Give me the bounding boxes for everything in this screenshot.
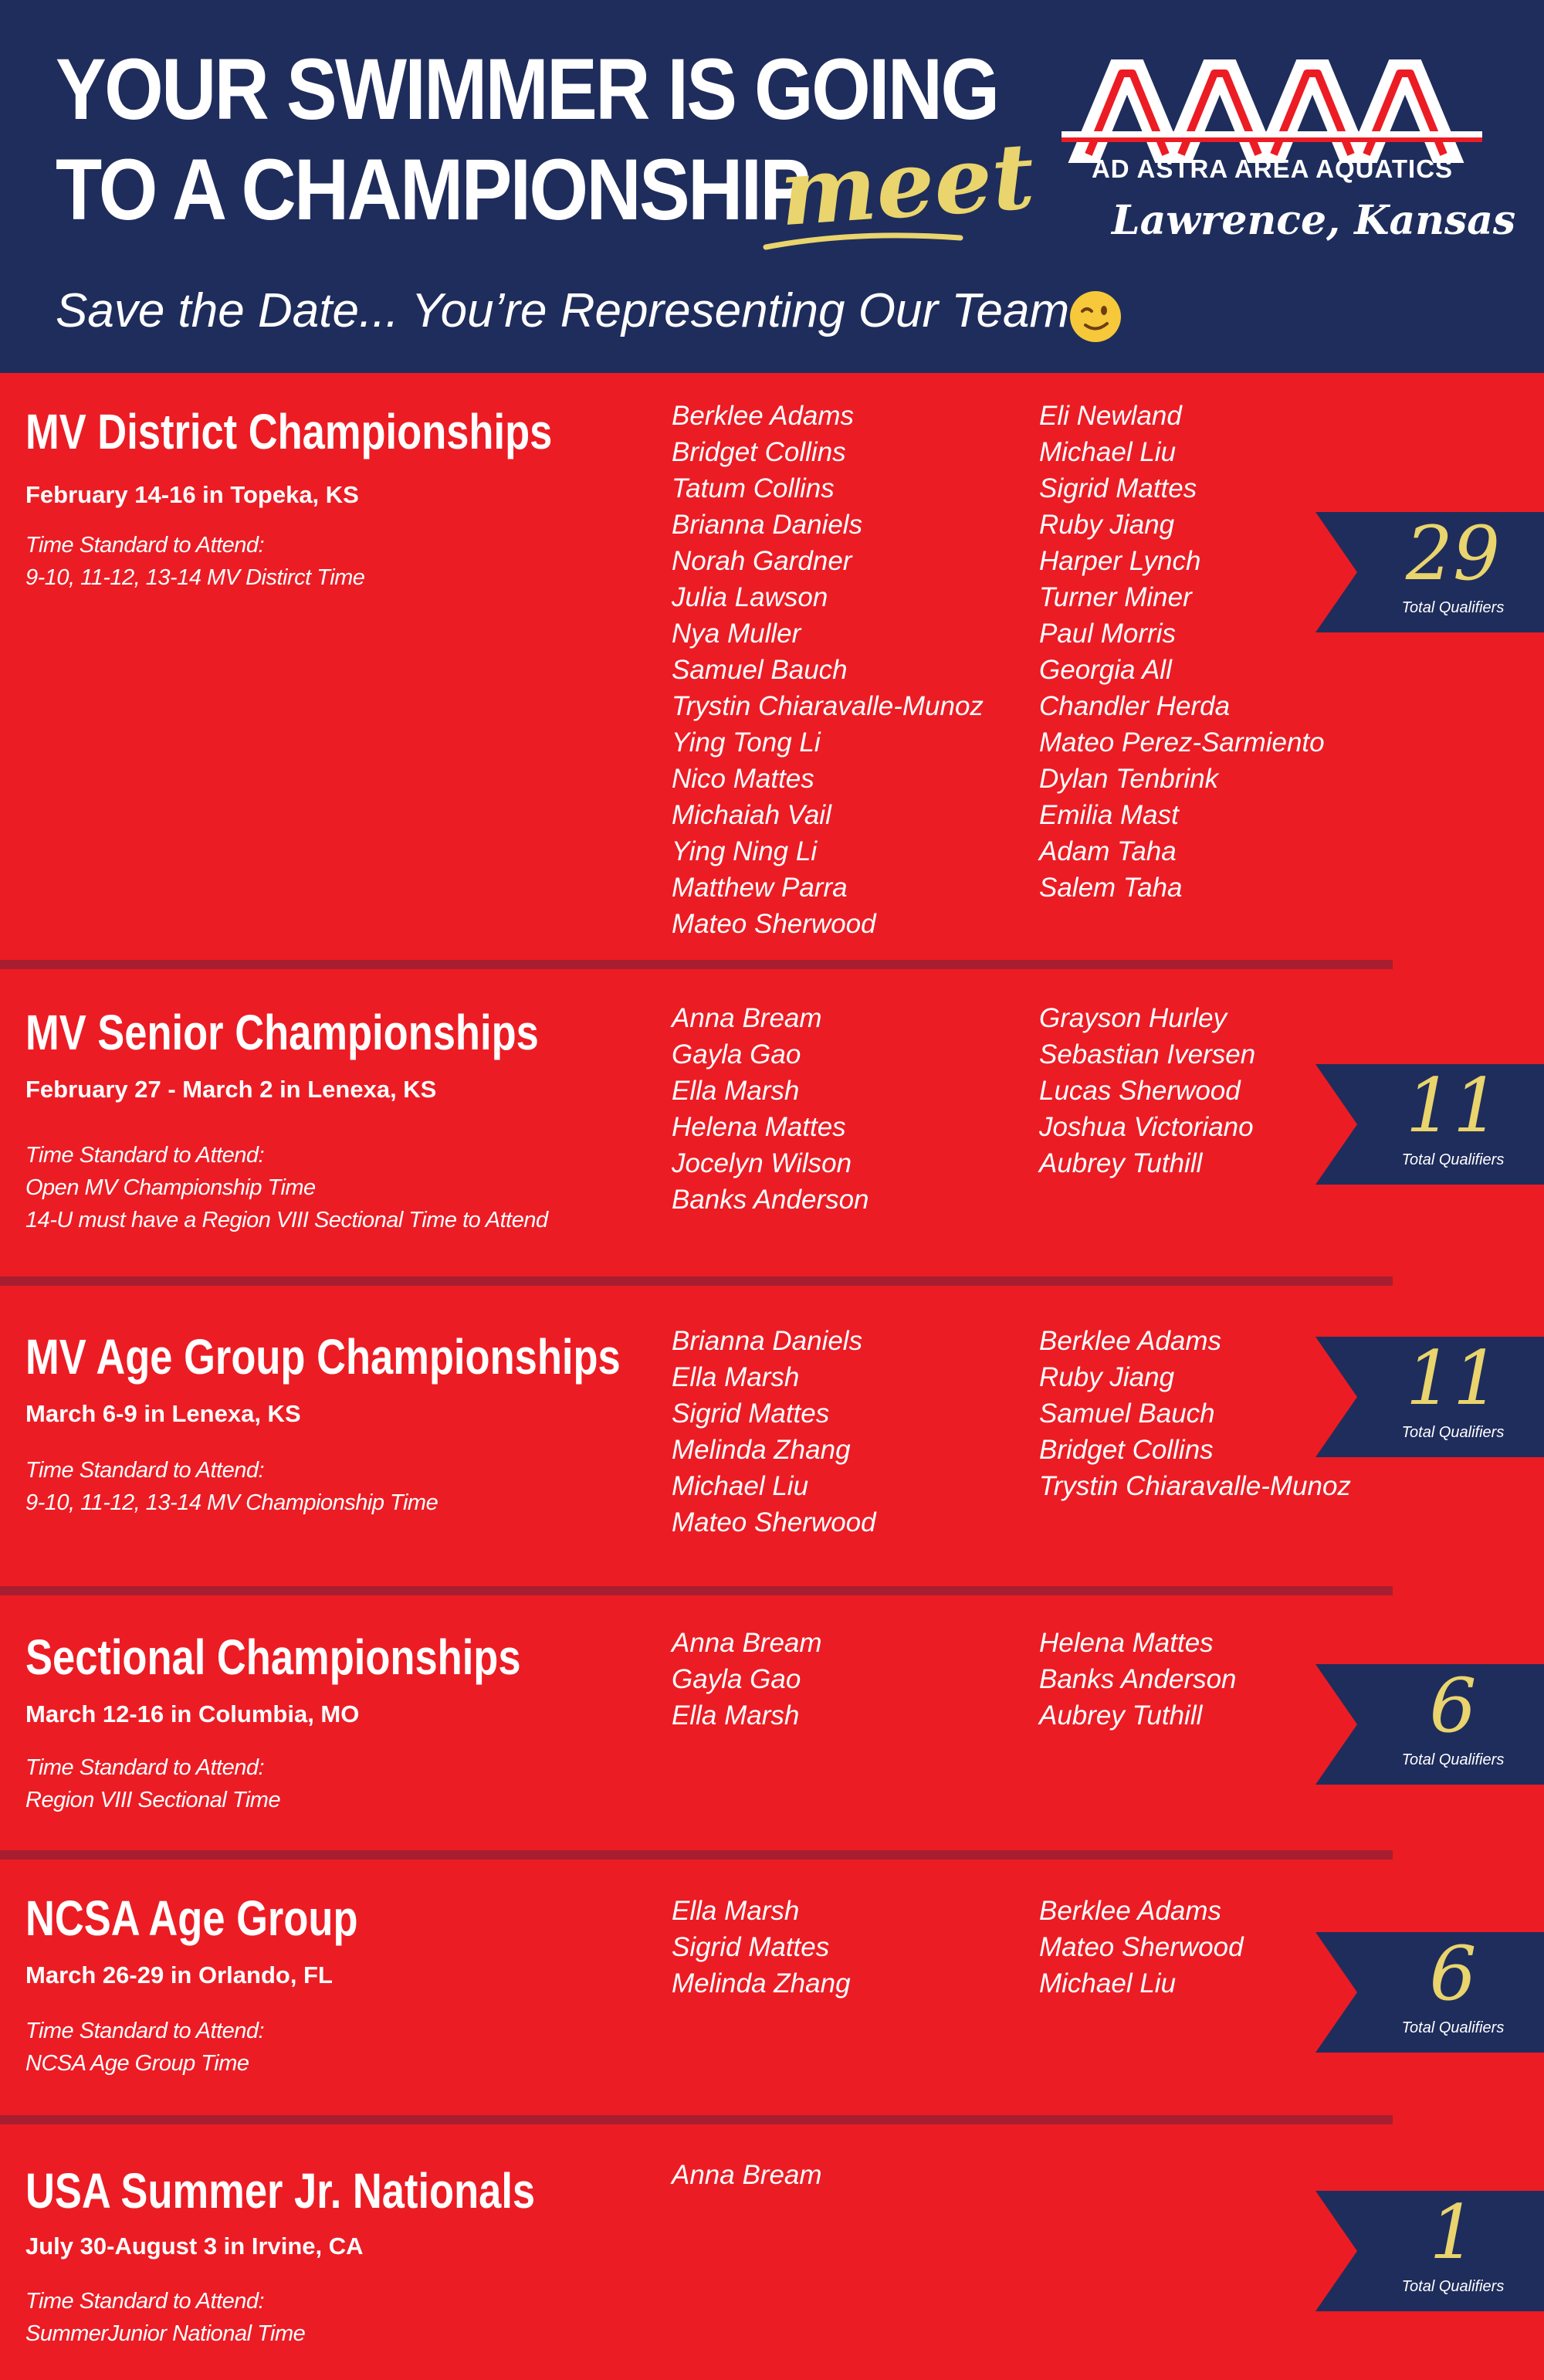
qualifier-list-col2 [1039, 398, 1325, 906]
list-item: Berklee Adams [1039, 1896, 1222, 1926]
header-banner [0, 0, 1544, 373]
total-qualifiers-badge [1315, 1664, 1544, 1785]
list-item: Ying Tong Li [672, 727, 821, 758]
list-item: Bridget Collins [672, 437, 846, 467]
wink-emoji-icon [1068, 290, 1122, 344]
qualifier-list-col1 [672, 2157, 822, 2193]
location-text: Lawrence, Kansas [1112, 197, 1516, 244]
total-qualifiers-badge [1315, 1932, 1544, 2053]
list-item: Sigrid Mattes [1039, 473, 1197, 503]
list-item: Mateo Perez-Sarmiento [1039, 727, 1325, 758]
qualifier-list-col2 [1039, 1000, 1255, 1182]
time-standard [25, 1454, 438, 1519]
list-item: Samuel Bauch [672, 655, 848, 685]
section-divider [0, 1586, 1393, 1595]
list-item: Gayla Gao [672, 1039, 801, 1070]
list-item: Anna Bream [672, 2160, 822, 2190]
list-item: Helena Mattes [672, 1112, 846, 1142]
total-qualifiers-badge [1315, 1064, 1544, 1185]
time-standard-line: 9-10, 11-12, 13-14 MV Championship Time [25, 1490, 438, 1515]
total-count: 11 [1405, 1335, 1501, 1422]
event-date: March 6-9 in Lenexa, KS [25, 1400, 301, 1427]
time-standard-label: Time Standard to Attend: [25, 1458, 265, 1483]
qualifier-list-col2 [1039, 1893, 1244, 2002]
section-divider [0, 1276, 1393, 1286]
total-label: Total Qualifiers [1401, 599, 1505, 616]
event-date: February 14-16 in Topeka, KS [25, 481, 359, 508]
list-item: Sigrid Mattes [672, 1932, 830, 1962]
time-standard-label: Time Standard to Attend: [25, 533, 265, 558]
list-item: Anna Bream [672, 1628, 822, 1658]
list-item: Grayson Hurley [1039, 1003, 1227, 1033]
qualifier-list-col2 [1039, 1625, 1237, 1734]
logo-tagline: AD ASTRA AREA AQUATICS [1091, 154, 1454, 183]
list-item: Turner Miner [1039, 582, 1192, 612]
qualifier-list-col1 [672, 1893, 851, 2002]
list-item: Berklee Adams [672, 401, 855, 431]
list-item: Sigrid Mattes [672, 1399, 830, 1429]
list-item: Gayla Gao [672, 1664, 801, 1694]
qualifier-list-col1 [672, 1323, 876, 1541]
list-item: Nico Mattes [672, 764, 814, 794]
list-item: Melinda Zhang [672, 1435, 851, 1465]
list-item: Samuel Bauch [1039, 1399, 1215, 1429]
event-section [0, 975, 1544, 1290]
list-item: Julia Lawson [672, 582, 828, 612]
event-title: MV District Championships [25, 404, 553, 459]
event-date: March 12-16 in Columbia, MO [25, 1700, 360, 1727]
list-item: Tatum Collins [672, 473, 835, 503]
event-title: USA Summer Jr. Nationals [25, 2163, 536, 2219]
qualifier-list-col1 [672, 398, 984, 942]
list-item: Emilia Mast [1039, 800, 1179, 830]
list-item: Mateo Sherwood [1039, 1932, 1244, 1962]
list-item: Brianna Daniels [672, 1326, 863, 1356]
swash-underline [763, 224, 963, 255]
list-item: Joshua Victoriano [1039, 1112, 1254, 1142]
list-item: Norah Gardner [672, 546, 852, 576]
event-section [0, 1290, 1544, 1600]
total-count: 6 [1429, 1663, 1477, 1749]
list-item: Adam Taha [1039, 836, 1177, 866]
list-item: Ella Marsh [672, 1896, 800, 1926]
time-standard-label: Time Standard to Attend: [25, 2289, 265, 2314]
list-item: Michael Liu [672, 1471, 809, 1501]
event-title: MV Age Group Championships [25, 1329, 621, 1385]
event-section [0, 1600, 1544, 1859]
section-divider [0, 2115, 1393, 2124]
event-title: MV Senior Championships [25, 1005, 539, 1060]
list-item: Ruby Jiang [1039, 510, 1175, 540]
list-item: Sebastian Iversen [1039, 1039, 1256, 1070]
total-qualifiers-badge [1315, 512, 1544, 632]
list-item: Helena Mattes [1039, 1628, 1214, 1658]
event-section [0, 373, 1544, 975]
list-item: Trystin Chiaravalle-Munoz [1039, 1471, 1351, 1501]
time-standard-line: SummerJunior National Time [25, 2321, 306, 2346]
time-standard-label: Time Standard to Attend: [25, 2019, 265, 2043]
total-label: Total Qualifiers [1401, 1751, 1505, 1768]
qualifier-list-col2 [1039, 1323, 1351, 1504]
list-item: Ying Ning Li [672, 836, 818, 866]
total-label: Total Qualifiers [1401, 2019, 1505, 2036]
event-date: February 27 - March 2 in Lenexa, KS [25, 1076, 437, 1103]
total-label: Total Qualifiers [1401, 1424, 1505, 1441]
time-standard [25, 2285, 305, 2350]
total-count: 1 [1429, 2189, 1477, 2276]
list-item: Nya Muller [672, 619, 801, 649]
list-item: Jocelyn Wilson [672, 1148, 852, 1178]
total-qualifiers-badge [1315, 1337, 1544, 1457]
list-item: Banks Anderson [672, 1185, 869, 1215]
list-item: Eli Newland [1039, 401, 1182, 431]
list-item: Trystin Chiaravalle-Munoz [672, 691, 984, 721]
time-standard [25, 529, 364, 594]
list-item: Chandler Herda [1039, 691, 1231, 721]
time-standard-label: Time Standard to Attend: [25, 1143, 265, 1168]
event-title: Sectional Championships [25, 1629, 521, 1685]
time-standard-line: Region VIII Sectional Time [25, 1788, 281, 1812]
time-standard [25, 1139, 548, 1236]
list-item: Salem Taha [1039, 873, 1183, 903]
headline-accent: meet [776, 121, 1038, 247]
list-item: Matthew Parra [672, 873, 848, 903]
list-item: Berklee Adams [1039, 1326, 1222, 1356]
total-label: Total Qualifiers [1401, 1151, 1505, 1168]
list-item: Michaiah Vail [672, 800, 831, 830]
event-section [0, 1859, 1544, 2124]
list-item: Ruby Jiang [1039, 1362, 1175, 1392]
qualifier-list-col1 [672, 1000, 869, 1218]
qualifier-list-col1 [672, 1625, 822, 1734]
list-item: Bridget Collins [1039, 1435, 1214, 1465]
time-standard-line: Open MV Championship Time [25, 1175, 316, 1200]
list-item: Georgia All [1039, 655, 1172, 685]
list-item: Aubrey Tuthill [1039, 1700, 1203, 1731]
list-item: Michael Liu [1039, 437, 1177, 467]
time-standard-label: Time Standard to Attend: [25, 1755, 265, 1780]
time-standard-line: 9-10, 11-12, 13-14 MV Distirct Time [25, 565, 365, 590]
list-item: Mateo Sherwood [672, 909, 876, 939]
total-label: Total Qualifiers [1401, 2278, 1505, 2295]
event-date: March 26-29 in Orlando, FL [25, 1961, 333, 1988]
list-item: Aubrey Tuthill [1039, 1148, 1203, 1178]
total-count: 29 [1405, 510, 1501, 597]
list-item: Michael Liu [1039, 1968, 1177, 1999]
headline-line-1: YOUR SWIMMER IS GOING [56, 41, 998, 137]
list-item: Anna Bream [672, 1003, 822, 1033]
list-item: Lucas Sherwood [1039, 1076, 1241, 1106]
event-section [0, 2124, 1544, 2380]
list-item: Mateo Sherwood [672, 1507, 876, 1538]
list-item: Melinda Zhang [672, 1968, 851, 1999]
list-item: Ella Marsh [672, 1362, 800, 1392]
time-standard [25, 2015, 264, 2080]
list-item: Harper Lynch [1039, 546, 1201, 576]
list-item: Brianna Daniels [672, 510, 863, 540]
list-item: Ella Marsh [672, 1700, 800, 1731]
time-standard-line: NCSA Age Group Time [25, 2051, 249, 2076]
list-item: Paul Morris [1039, 619, 1176, 649]
total-count: 11 [1405, 1063, 1501, 1149]
section-divider [0, 960, 1393, 969]
total-qualifiers-badge [1315, 2191, 1544, 2311]
event-date: July 30-August 3 in Irvine, CA [25, 2233, 364, 2260]
list-item: Ella Marsh [672, 1076, 800, 1106]
time-standard [25, 1751, 280, 1816]
event-title: NCSA Age Group [25, 1890, 358, 1946]
list-item: Dylan Tenbrink [1039, 764, 1219, 794]
time-standard-line: 14-U must have a Region VIII Sectional Time to Attend [25, 1208, 548, 1232]
list-item: Banks Anderson [1039, 1664, 1237, 1694]
subtitle: Save the Date... You’re Representing Our Team [56, 284, 1070, 337]
headline-line-2: TO A CHAMPIONSHIP [56, 141, 809, 238]
total-count: 6 [1429, 1931, 1477, 2017]
